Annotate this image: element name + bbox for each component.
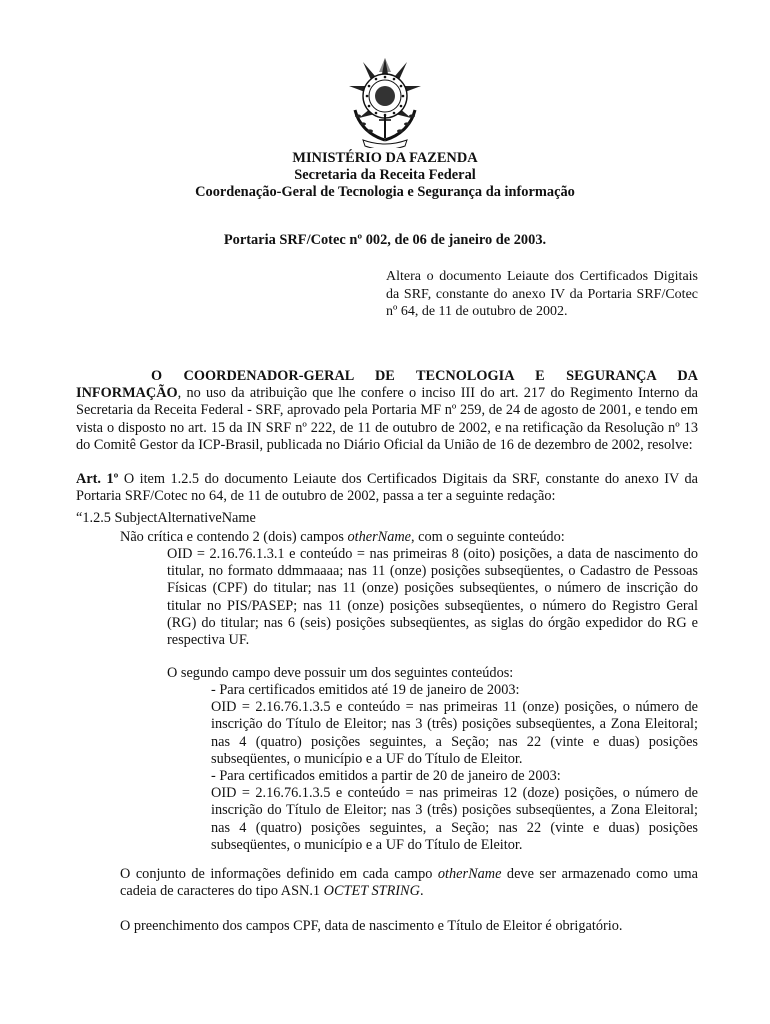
storage-text-a: O conjunto de informações definido em cada campo	[120, 866, 438, 882]
case-2-text: OID = 2.16.76.1.3.5 e conteúdo = nas primeiras 12 (doze) posições, o número de inscrição do Título de Eleitor; nas 3 (três) posições subseqüentes, a Zona Eleitoral; nas 4 (quatro) posições seguintes, a Seção; nas 22 (vinte e duas) posições subseqüentes, o município e a UF do Título de Eleitor.	[211, 785, 698, 853]
ministry-name: MINISTÉRIO DA FAZENDA	[292, 150, 478, 166]
preamble-text: , no uso da atribuição que lhe confere o inciso III do art. 217 do Regimento Interno da Secretaria da Receita Federal - SRF, aprovado pela Portaria MF nº 259, de 24 de agosto de 2001, e tendo em vista o disposto no art. 15 da IN SRF nº 222, de 11 de outubro de 2002, e na retificação da Resolução nº 13 do Comitê Gestor da ICP-Brasil, publicada no Diário Oficial da União de 16 de dezembro de 2002, resolve:	[76, 385, 698, 453]
article-1-text: O item 1.2.5 do documento Leiaute dos Certificados Digitais da SRF, constante do anexo IV da Portaria SRF/Cotec no 64, de 11 de outubro de 2002, passa a ter a seguinte redação:	[76, 471, 698, 505]
article-1-label: Art. 1º	[76, 471, 119, 487]
coordination-name: Coordenação-Geral de Tecnologia e Segurança da informação	[195, 184, 575, 200]
storage-text-b: deve ser armazenado como uma cadeia de caracteres do tipo ASN.1	[120, 866, 699, 900]
first-field-description: OID = 2.16.76.1.3.1 e conteúdo = nas primeiras 8 (oito) posições, a data de nascimento do titular, no formato ddmmaaaa; nas 11 (onze) posições subseqüentes, o Cadastro de Pessoas Físicas (CPF) do titular; nas 11 (onze) posições subseqüentes, o número de inscrição do titular no PIS/PASEP; nas 11 (onze) posições subseqüentes, o número do Registro Geral (RG) do titular; nas 6 (seis) posições subseqüentes, as siglas do órgão expedidor do RG e respectiva UF.	[167, 546, 698, 649]
item-intro	[120, 529, 698, 546]
second-field-intro: O segundo campo deve possuir um dos seguintes conteúdos:	[167, 665, 514, 681]
document-title: Portaria SRF/Cotec nº 002, de 06 de janeiro de 2003.	[223, 232, 547, 248]
mandatory-fields-paragraph: O preenchimento dos campos CPF, data de nascimento e Título de Eleitor é obrigatório.	[120, 918, 623, 934]
article-1-paragraph	[76, 471, 698, 505]
item-intro-text-a: Não crítica e contendo 2 (dois) campos	[120, 529, 348, 545]
storage-text-c: .	[419, 883, 424, 900]
case-1-label: - Para certificados emitidos até 19 de janeiro de 2003:	[211, 682, 520, 698]
case-1-text: OID = 2.16.76.1.3.5 e conteúdo = nas primeiras 11 (onze) posições, o número de inscrição do Título de Eleitor; nas 3 (três) posições subseqüentes, a Zona Eleitoral; nas 4 (quatro) posições seguintes, a Seção; nas 22 (vinte e duas) posições subseqüentes, o município e a UF do Título de Eleitor.	[211, 699, 698, 767]
preamble-authority: O COORDENADOR-GERAL DE TECNOLOGIA E SEGURANÇA DA INFORMAÇÃO	[76, 368, 698, 402]
item-heading: “1.2.5 SubjectAlternativeName	[76, 510, 256, 526]
item-intro-text-b: , com o seguinte conteúdo:	[411, 529, 565, 545]
preamble-paragraph	[76, 368, 698, 454]
item-intro-italic: otherName	[347, 529, 412, 545]
case-2-label: - Para certificados emitidos a partir de 20 de janeiro de 2003:	[211, 768, 561, 785]
storage-italic-octet-string: OCTET STRING	[323, 883, 420, 900]
storage-paragraph	[120, 866, 698, 900]
second-field-cases	[211, 682, 698, 854]
coat-of-arms-emblem	[341, 56, 429, 148]
secretariat-name: Secretaria da Receita Federal	[294, 167, 476, 183]
storage-italic-othername: otherName	[437, 866, 502, 882]
ementa-summary: Altera o documento Leiaute dos Certificados Digitais da SRF, constante do anexo IV da Portaria SRF/Cotec nº 64, de 11 de outubro de 2002.	[386, 269, 698, 320]
